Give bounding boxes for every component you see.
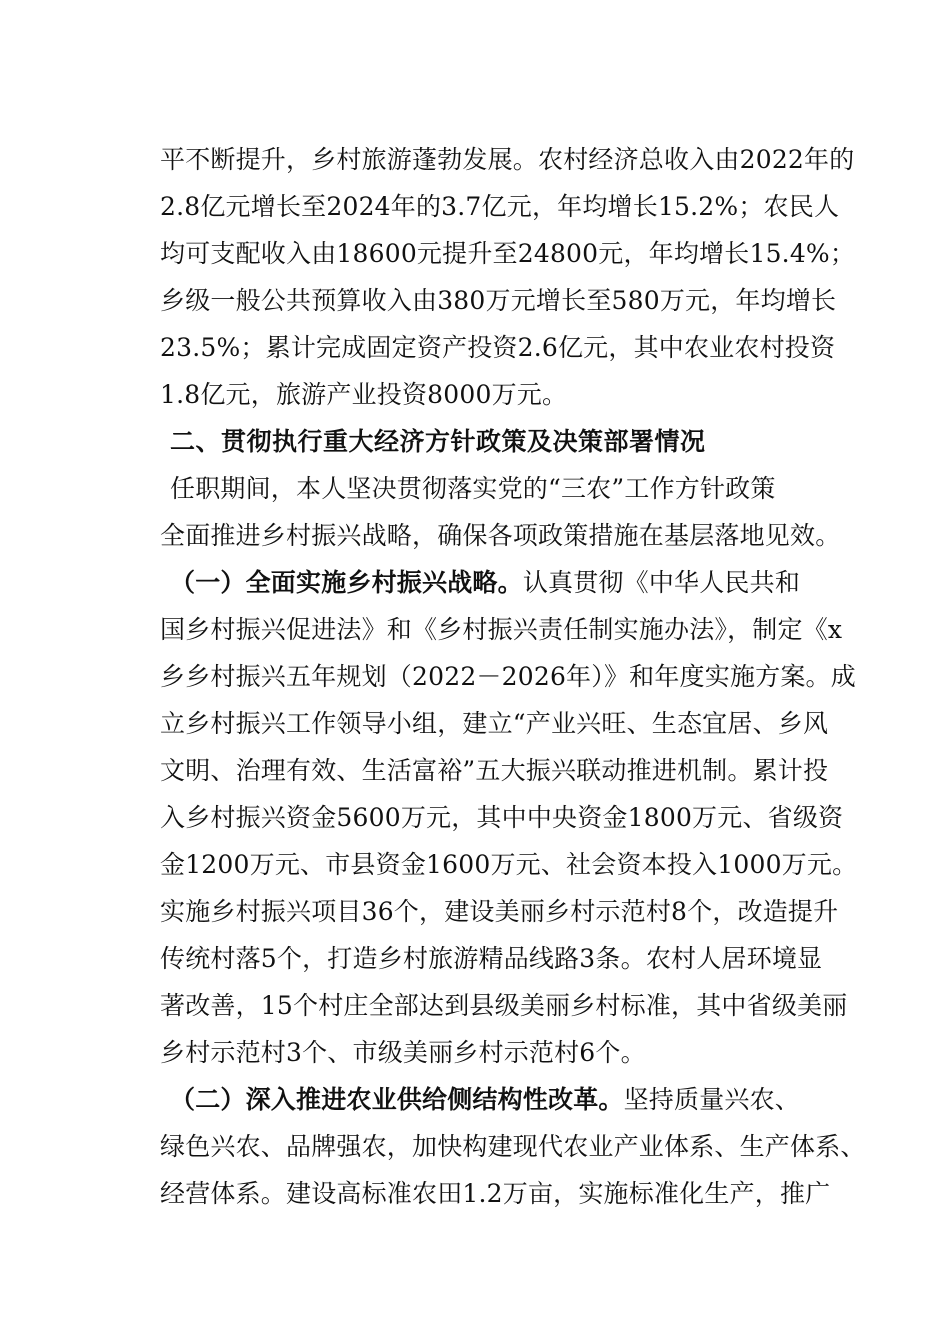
item1-first-rest: 认真贯彻《中华人民共和	[522, 568, 801, 597]
intro-line-1: 任职期间，本人坚决贯彻落实党的“三农”工作方针政策	[170, 474, 776, 503]
item1-line-3: 乡乡村振兴五年规划（2022－2026年）》和年度实施方案。成	[160, 662, 856, 691]
body-line-6: 1.8亿元，旅游产业投资8000万元。	[160, 380, 568, 409]
item2-line-2: 绿色兴农、品牌强农，加快构建现代农业产业体系、生产体系、	[160, 1132, 866, 1161]
body-line-2: 2.8亿元增长至2024年的3.7亿元，年均增长15.2%；农民人	[160, 192, 840, 221]
item1-line-2: 国乡村振兴促进法》和《乡村振兴责任制实施办法》，制定《x	[160, 615, 843, 644]
item2-title: （二）深入推进农业供给侧结构性改革。	[170, 1085, 624, 1114]
body-line-5: 23.5%；累计完成固定资产投资2.6亿元，其中农业农村投资	[160, 333, 836, 362]
item1-line-5: 文明、治理有效、生活富裕”五大振兴联动推进机制。累计投	[160, 756, 829, 785]
body-line-3: 均可支配收入由18600元提升至24800元，年均增长15.4%；	[160, 239, 856, 268]
item1-line-4: 立乡村振兴工作领导小组，建立“产业兴旺、生态宜居、乡风	[160, 709, 829, 738]
body-line-1: 平不断提升，乡村旅游蓬勃发展。农村经济总收入由2022年的	[160, 145, 855, 174]
item1-line-7: 金1200万元、市县资金1600万元、社会资本投入1000万元。	[160, 850, 858, 879]
item1-line-10: 著改善，15个村庄全部达到县级美丽乡村标准，其中省级美丽	[160, 991, 848, 1020]
item1-title: （一）全面实施乡村振兴战略。	[170, 568, 523, 597]
item2-line-3: 经营体系。建设高标准农田1.2万亩，实施标准化生产，推广	[160, 1179, 831, 1208]
section-heading: 二、贯彻执行重大经济方针政策及决策部署情况	[170, 427, 706, 456]
body-line-4: 乡级一般公共预算收入由380万元增长至580万元，年均增长	[160, 286, 837, 315]
item1-line-6: 入乡村振兴资金5600万元，其中中央资金1800万元、省级资	[160, 803, 844, 832]
item1-line-9: 传统村落5个，打造乡村旅游精品线路3条。农村人居环境显	[160, 944, 823, 973]
item2-first-line	[170, 1080, 850, 1120]
item2-first-rest: 坚持质量兴农、	[623, 1085, 801, 1114]
item1-line-11: 乡村示范村3个、市级美丽乡村示范村6个。	[160, 1038, 646, 1067]
item1-line-8: 实施乡村振兴项目36个，建设美丽乡村示范村8个，改造提升	[160, 897, 839, 926]
intro-line-2: 全面推进乡村振兴战略，确保各项政策措施在基层落地见效。	[160, 521, 841, 550]
item1-first-line	[170, 563, 850, 603]
